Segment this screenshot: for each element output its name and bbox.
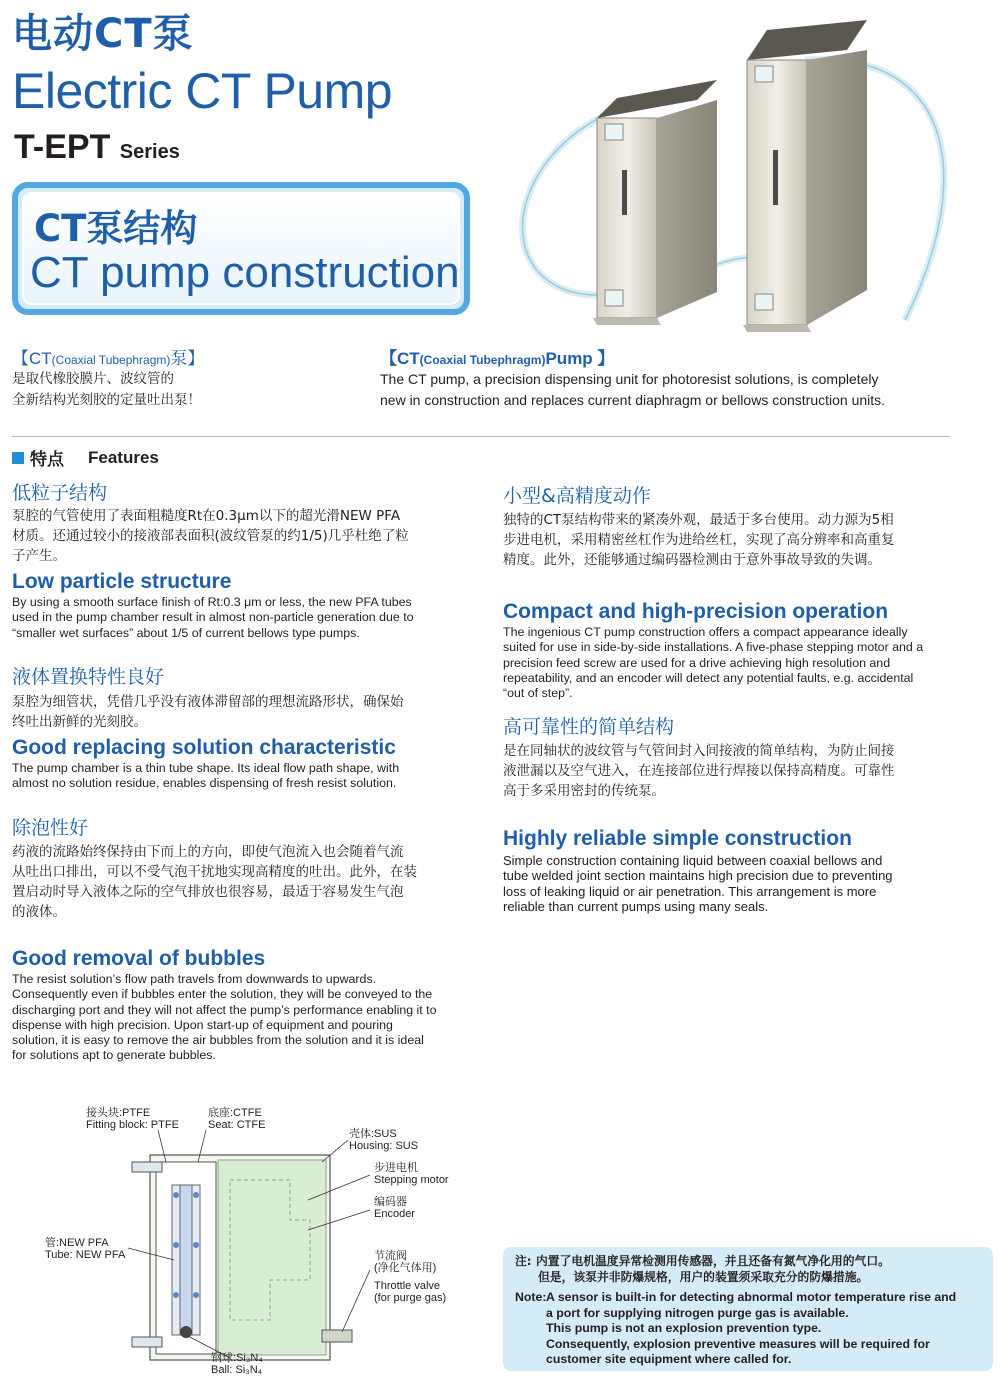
feature-line: solution, it is easy to remove the air bubbles from the solution and it is ideal — [12, 1033, 424, 1048]
feature-line: loss of leaking liquid or air penetration. This arrangement is more — [503, 883, 877, 899]
label-line: (for purge gas) — [374, 1292, 447, 1304]
label-line: 管:NEW PFA — [45, 1237, 109, 1249]
feature-line: precision feed screw are used for a drive achieving high resolution and — [503, 655, 891, 670]
note-line: 内置了电机温度异常检测用传感器，并且还备有氮气净化用的气口。 — [536, 1254, 890, 1268]
construction-title-en: CT pump construction — [30, 248, 460, 297]
note-line: 但是，该泵并非防爆规格，用户的装置须采取充分的防爆措施。 — [538, 1270, 869, 1284]
feature-line: reliable than current pumps using many seals. — [503, 898, 769, 914]
label-line: 节流阀 — [374, 1250, 407, 1262]
feature-line: 是在同轴状的波纹管与气管间封入间接液的简单结构，为防止间接 — [503, 743, 895, 759]
features-label-cn: 特点 — [30, 450, 64, 470]
feature-line: suited for use in side-by-side installations. A five-phase stepping motor and a — [503, 640, 924, 655]
feature-line: 从吐出口排出，可以不受气泡干扰地实现高精度的吐出。此外，在装 — [12, 864, 417, 880]
feature-line: 高于多采用密封的传统泵。 — [503, 783, 665, 799]
label-line: Encoder — [374, 1208, 415, 1220]
intro-heading-cn — [12, 344, 204, 369]
feature-line: 药液的流路始终保持由下而上的方向，即使气泡流入也会随着气流 — [12, 844, 404, 860]
feature-line: By using a smooth surface finish of Rt:0.3 μm or less, the new PFA tubes — [12, 595, 412, 609]
feature-line: almost no solution residue, enables dispensing of fresh resist solution. — [12, 776, 397, 791]
feature-title-cn: 小型&高精度动作 — [503, 485, 651, 507]
feature-body-cn — [12, 506, 457, 566]
label-line: Tube: NEW PFA — [45, 1249, 126, 1261]
feature-line: 材质。还通过较小的接液部表面积(波纹管泵的约1/5)几乎杜绝了粒 — [12, 528, 409, 544]
intro-en-small: (Coaxial Tubephragm) — [419, 353, 546, 367]
feature-line: The ingenious CT pump construction offers a compact appearance ideally — [503, 625, 908, 639]
feature-line: Consequently even if bubbles enter the solution, they will be conveyed to the — [12, 987, 433, 1002]
label-throttle-valve — [374, 1250, 446, 1304]
feature-body-en — [12, 761, 457, 792]
feature-line: used in the pump chamber result in almost non-particle generation due to — [12, 610, 414, 625]
feature-line: 液泄漏以及空气进入，在连接部位进行焊接以保持高精度。可靠性 — [503, 763, 895, 779]
note-cn-text — [536, 1253, 890, 1285]
label-ball — [211, 1352, 263, 1376]
label-line: 接头块:PTFE — [86, 1107, 151, 1119]
note-line: Consequently, explosion preventive measures will be required for — [546, 1336, 930, 1351]
feature-body-cn — [503, 510, 948, 570]
note-line: A sensor is built-in for detecting abnormal motor temperature rise and — [546, 1290, 957, 1304]
feature-line: Simple construction containing liquid between coaxial bellows and — [503, 853, 883, 868]
label-line: 底座:CTFE — [208, 1107, 262, 1119]
label-line: Ball: Si₃N₄ — [211, 1364, 263, 1376]
series-word: Series — [119, 141, 180, 163]
label-line: 钢球:Si₃N₄ — [211, 1352, 263, 1364]
construction-title-cn: CT泵结构 — [34, 207, 198, 250]
intro-en-line: new in construction and replaces current diaphragm or bellows construction units. — [380, 392, 886, 408]
label-stepping-motor — [374, 1162, 449, 1186]
label-line: Throttle valve — [374, 1280, 441, 1292]
feature-body-en — [12, 972, 457, 1064]
note-line: customer site equipment where called for. — [546, 1352, 792, 1366]
feature-line: 的液体。 — [12, 904, 66, 920]
pump-product-photo — [505, 20, 975, 340]
label-line: 步进电机 — [374, 1162, 418, 1174]
intro-body-cn — [12, 369, 201, 411]
feature-line: The resist solution’s flow path travels from downwards to upwards. — [12, 972, 377, 986]
feature-title-en: Low particle structure — [12, 570, 232, 593]
label-line: Housing: SUS — [349, 1140, 419, 1152]
label-seat — [208, 1107, 265, 1131]
feature-body-en — [503, 625, 948, 701]
note-cn-label: 注: — [515, 1254, 532, 1268]
feature-line: 子产生。 — [12, 548, 66, 564]
feature-line: discharging port and they will not affect the pump’s performance enabling it to — [12, 1002, 437, 1017]
feature-title-en: Good replacing solution characteristic — [12, 736, 396, 759]
feature-line: dispense with high precision. Upon start-up of equipment and pouring — [12, 1017, 393, 1032]
feature-line: 终吐出新鲜的光刻胶。 — [12, 714, 147, 730]
feature-title-en: Compact and high-precision operation — [503, 600, 889, 623]
feature-line: repeatability, and an encoder will detect any potential faults, e.g. accidental — [503, 670, 914, 685]
note-en-label: Note: — [515, 1290, 547, 1304]
feature-line: “out of step”. — [503, 686, 573, 701]
label-line: Fitting block: PTFE — [86, 1119, 179, 1131]
intro-body-en — [380, 369, 885, 411]
label-housing — [349, 1128, 418, 1152]
feature-title-en: Good removal of bubbles — [12, 947, 266, 970]
intro-cn-suffix: 泵】 — [170, 349, 205, 368]
note-line: This pump is not an explosion prevention type. — [546, 1321, 822, 1335]
feature-body-cn — [12, 842, 457, 922]
section-divider — [12, 436, 950, 437]
label-line: 编码器 — [374, 1196, 407, 1208]
feature-line: 泵腔为细管状，凭借几乎没有液体滞留部的理想流路形状，确保始 — [12, 694, 404, 710]
label-line: (净化气体用) — [374, 1262, 437, 1274]
features-heading — [12, 445, 159, 470]
intro-cn-small: (Coaxial Tubephragm) — [51, 353, 171, 367]
feature-title-cn: 液体置换特性良好 — [12, 666, 165, 688]
label-encoder — [374, 1196, 415, 1220]
label-line: 壳体:SUS — [349, 1128, 397, 1140]
features-label-en: Features — [88, 447, 159, 467]
feature-line: 步进电机，采用精密丝杠作为进给丝杠，实现了高分辨率和高重复 — [503, 532, 895, 548]
feature-line: 泵腔的气管使用了表面粗糙度Rt在0.3μm以下的超光滑NEW PFA — [12, 508, 401, 524]
feature-line: “smaller wet surfaces” about 1/5 of current bellows type pumps. — [12, 625, 360, 640]
note-en-text — [546, 1290, 956, 1368]
feature-line: tube welded joint section maintains high precision due to preventing — [503, 868, 893, 884]
feature-body-en — [12, 595, 457, 641]
page-title-en: Electric CT Pump — [12, 63, 393, 119]
intro-cn-line: 是取代橡胶膜片、波纹管的 — [12, 371, 174, 387]
feature-body-cn — [503, 741, 948, 801]
model-name: T-EPT — [14, 128, 111, 166]
intro-heading-en — [380, 344, 614, 369]
series-title — [14, 128, 180, 167]
feature-body-en — [503, 853, 948, 914]
page-title-cn: 电动CT泵 — [12, 11, 194, 57]
feature-body-cn — [12, 692, 457, 732]
intro-en-suffix: Pump 】 — [545, 349, 615, 368]
label-line: Seat: CTFE — [208, 1119, 266, 1131]
intro-cn-line: 全新结构光刻胶的定量吐出泵！ — [12, 392, 201, 408]
feature-title-en: Highly reliable simple construction — [503, 827, 852, 850]
note-line: a port for supplying nitrogen purge gas is available. — [546, 1305, 849, 1320]
intro-en-line: The CT pump, a precision dispensing unit for photoresist solutions, is completely — [380, 371, 879, 387]
feature-title-cn: 高可靠性的简单结构 — [503, 716, 675, 738]
label-fitting-block — [86, 1107, 179, 1131]
intro-en-prefix: 【CT — [380, 349, 420, 368]
square-bullet-icon — [12, 452, 24, 464]
feature-line: 置启动时导入液体之际的空气排放也很容易，最适于容易发生气泡 — [12, 884, 404, 900]
intro-cn-prefix: 【CT — [12, 349, 52, 368]
feature-title-cn: 除泡性好 — [12, 817, 89, 839]
feature-line: 精度。此外，还能够通过编码器检测由于意外事故导致的失调。 — [503, 552, 881, 568]
label-tube — [45, 1237, 125, 1261]
feature-line: 独特的CT泵结构带来的紧凑外观，最适于多台使用。动力源为5相 — [503, 512, 894, 528]
feature-title-cn: 低粒子结构 — [12, 482, 108, 504]
feature-line: The pump chamber is a thin tube shape. Its ideal flow path shape, with — [12, 761, 400, 775]
feature-line: for solutions apt to generate bubbles. — [12, 1048, 216, 1063]
label-line: Stepping motor — [374, 1174, 449, 1186]
